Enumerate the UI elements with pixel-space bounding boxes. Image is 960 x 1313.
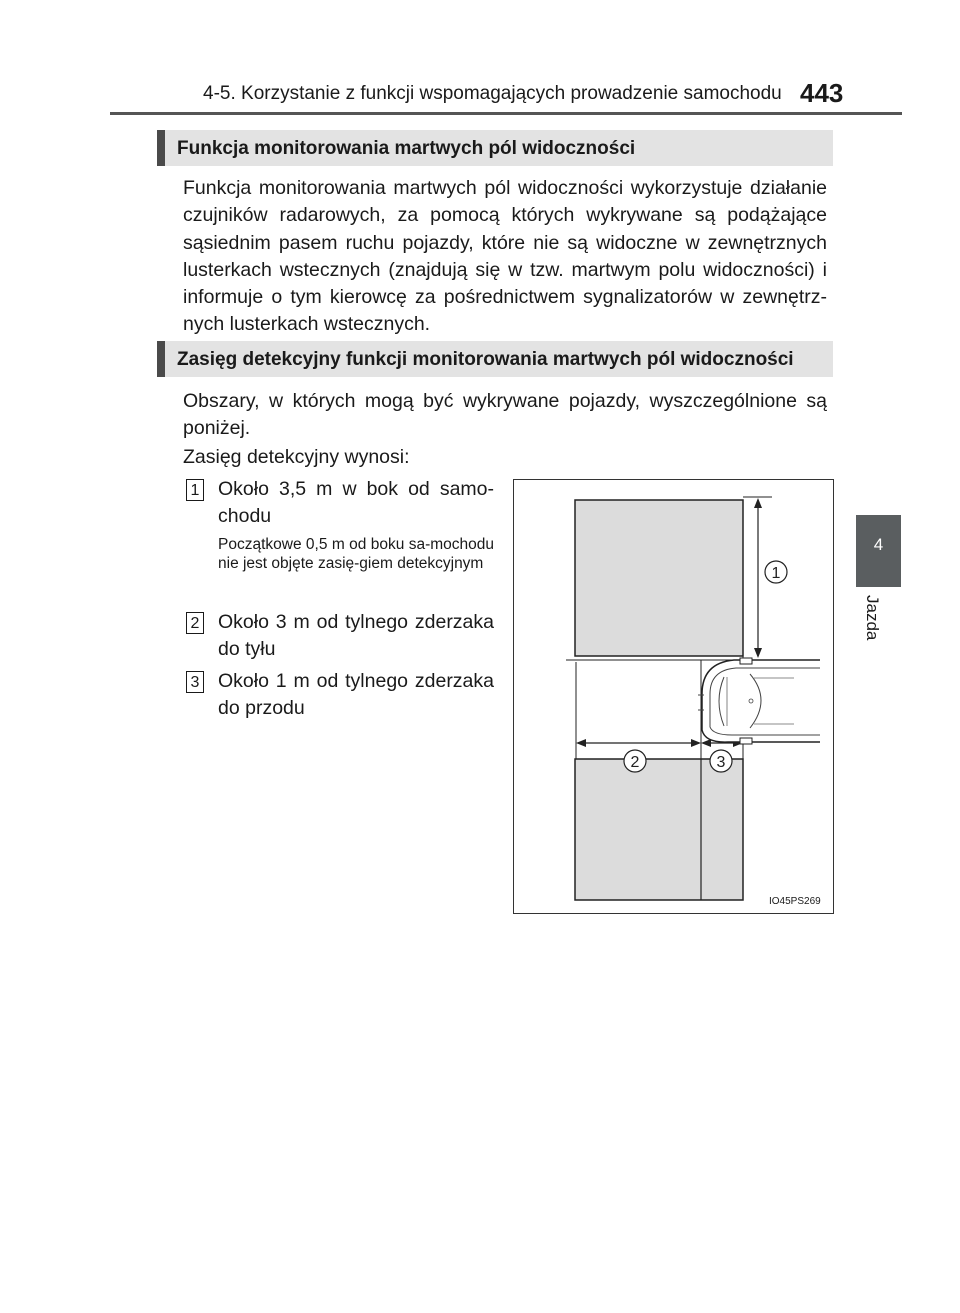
arrow-head [576,739,586,747]
item-text: Około 1 m od tylnego zderzaka do przodu [218,670,494,720]
item-text: Około 3 m od tylnego zderzaka do tyłu [218,611,494,661]
header-rule [110,112,902,115]
chapter-label-text: Jazda [863,595,882,641]
section-heading [157,130,833,166]
detection-range-figure [513,479,834,914]
figure-drawing [514,480,833,913]
callout-label: 2 [630,754,640,771]
rear-zone [575,759,743,900]
arrow-head [701,739,711,747]
arrow-head [754,498,762,508]
section-paragraph: Obszary, w których mogą być wykrywane pojazdy, wyszczególnione są poniżej. [183,390,827,440]
callout-label: 1 [771,565,781,582]
callout-label: 3 [716,754,726,771]
figure-code: IO45PS269 [769,896,821,907]
page-number: 443 [800,78,844,108]
section-heading-text: Zasięg detekcyjny funkcji monitorowania martwych pól widoczności [177,349,794,370]
car-icon [698,658,820,744]
arrow-head [691,739,701,747]
item-number: 3 [186,671,204,693]
range-label: Zasięg detekcyjny wynosi: [183,446,410,468]
chapter-number: 4 [873,535,884,554]
section-paragraph: Funkcja monitorowania martwych pól widoczności wykorzystuje działanie czujników radarowych, za pomocą których wykrywane są podążające sąsiednim pasem ruchu pojazdy, które nie są widoczne w zewnętrznych lusterkach wstecznych (znajdują się w tzw. martwym polu widoczności) i informuje o tym kierowcę za pośrednictwem sygnalizatorów w zewnętrz-nych lusterkach wstecznych. [183,177,827,336]
running-header: 4-5. Korzystanie z funkcji wspomagających prowadzenie samochodu [203,83,782,104]
chapter-label [862,595,892,655]
section-heading [157,341,833,377]
side-zone [575,500,743,656]
item-number: 1 [186,479,204,501]
item-note: Początkowe 0,5 m od boku sa-mochodu nie jest objęte zasię-giem detekcyjnym [218,536,494,572]
section-heading-text: Funkcja monitorowania martwych pól widoczności [177,138,636,159]
item-number: 2 [186,612,204,634]
arrow-head [754,648,762,658]
item-text: Około 3,5 m w bok od samo-chodu [218,478,494,528]
